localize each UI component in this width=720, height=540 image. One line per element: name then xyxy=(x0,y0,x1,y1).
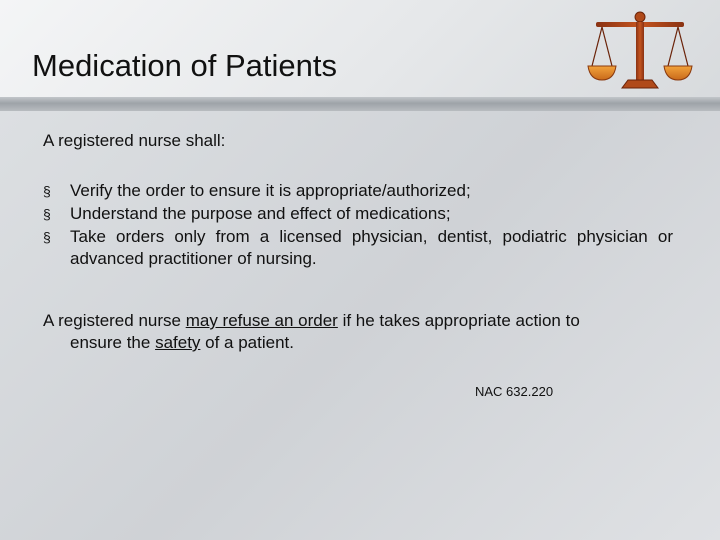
bullet-text: Understand the purpose and effect of medications; xyxy=(70,204,451,223)
slide-title: Medication of Patients xyxy=(32,48,338,83)
bullet-text: Verify the order to ensure it is appropriate/authorized; xyxy=(70,181,471,200)
list-item xyxy=(43,226,673,270)
bullet-text: Take orders only from a licensed physician, dentist, podiatric physician or advanced practitioner of nursing. xyxy=(70,227,673,268)
bullet-icon: § xyxy=(43,229,51,245)
bullet-list xyxy=(43,180,673,271)
title-divider-bar xyxy=(0,97,720,111)
paragraph-text: of a patient. xyxy=(200,333,294,352)
citation-label: NAC 632.220 xyxy=(475,384,554,399)
intro-text: A registered nurse shall: xyxy=(43,131,226,150)
refusal-paragraph xyxy=(43,310,678,354)
emphasis-text: may refuse an order xyxy=(185,311,338,330)
paragraph-text: if he takes appropriate action to xyxy=(337,311,580,330)
list-item xyxy=(43,180,673,202)
bullet-icon: § xyxy=(43,206,51,222)
paragraph-text: ensure the xyxy=(70,333,156,352)
bullet-icon: § xyxy=(43,183,51,199)
scales-of-justice-icon xyxy=(584,8,696,92)
list-item xyxy=(43,203,673,225)
paragraph-line xyxy=(43,332,678,354)
emphasis-text: safety xyxy=(155,333,201,352)
paragraph-text: A registered nurse xyxy=(43,311,186,330)
